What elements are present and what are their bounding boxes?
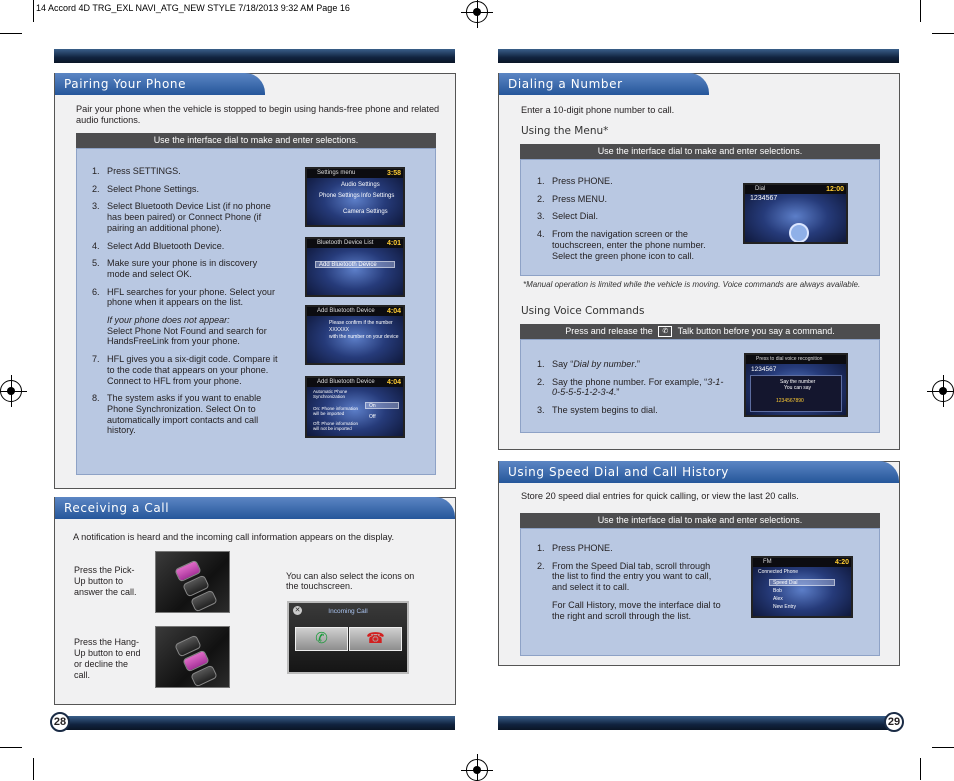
voice-step: 3. The system begins to dial. — [537, 405, 658, 416]
crop-mark — [0, 747, 22, 748]
settings-menu-screen: Settings menu 3:58 Audio Settings Phone Settings Info Settings Camera Settings — [305, 167, 405, 227]
crop-mark — [920, 758, 921, 780]
crop-mark — [932, 747, 954, 748]
voice-steps — [537, 359, 727, 423]
bottom-bar-left — [54, 716, 455, 730]
receiving-title: Receiving a Call — [55, 497, 455, 519]
registration-mark-icon — [466, 1, 488, 23]
dial-screen: Dial 12:00 1234567 — [743, 183, 848, 244]
manual-operation-footnote: *Manual operation is limited while the vehicle is moving. Voice commands are always available. — [523, 280, 861, 289]
hangup-button-photo — [155, 626, 230, 688]
dialing-title: Dialing a Number — [499, 73, 709, 95]
dialing-instruction-strip: Use the interface dial to make and enter selections. — [520, 144, 880, 159]
speed-dial-panel — [498, 461, 900, 666]
dialing-step: 2. Press MENU. — [537, 193, 608, 204]
speed-dial-intro: Store 20 speed dial entries for quick calling, or view the last 20 calls. — [521, 491, 799, 501]
phone-sync-screen: Add Bluetooth Device 4:04 Automatic Phone Synchronization On: Phone information will be imported Off: Phone information will not be imported On Off — [305, 376, 405, 438]
touchscreen-note: You can also select the icons on the touchscreen. — [286, 571, 415, 591]
voice-instruction-strip: Press and release the ✆ Talk button before you say a command. — [520, 324, 880, 339]
voice-step: 1. Say “Dial by number.” — [537, 359, 640, 369]
pairing-step: 2. Select Phone Settings. — [92, 183, 200, 194]
hangup-instruction: Press the Hang-Up button to end or decline the call. — [74, 637, 141, 680]
speed-dial-title: Using Speed Dial and Call History — [499, 461, 899, 483]
call-history-note: For Call History, move the interface dial to the right and scroll through the list. — [552, 599, 721, 621]
speed-dial-screen: FM 4:20 Connected Phone Speed Dial Bob Alex New Entry — [751, 556, 853, 618]
dialing-panel — [498, 73, 900, 450]
bluetooth-device-list-screen: Bluetooth Device List 4:01 Add Bluetooth Device — [305, 237, 405, 297]
registration-mark-icon — [932, 380, 954, 402]
crop-mark — [932, 33, 954, 34]
receiving-panel — [54, 497, 456, 705]
bottom-bar-right — [498, 716, 899, 730]
crop-mark — [33, 758, 34, 780]
pairing-instruction-strip: Use the interface dial to make and enter selections. — [76, 133, 436, 148]
pairing-step: 7. HFL gives you a six-digit code. Compare it to the code that appears on your phone. Connect to HFL from your phone. — [92, 354, 278, 386]
close-icon[interactable]: ✕ — [294, 607, 301, 614]
phone-not-found-note: If your phone does not appear: Select Phone Not Found and search for HandsFreeLink from your phone. — [107, 315, 267, 347]
pairing-intro: Pair your phone when the vehicle is stopped to begin using hands-free phone and related audio functions. — [76, 104, 440, 125]
page-number-right: 29 — [884, 712, 904, 732]
pairing-step: 8. The system asks if you want to enable Phone Synchronization. Select On to automatically import contacts and call history. — [92, 393, 262, 436]
dialing-intro: Enter a 10-digit phone number to call. — [521, 105, 675, 115]
top-bar-right — [498, 49, 899, 63]
voice-commands-subhead: Using Voice Commands — [521, 305, 645, 317]
dial-knob-icon — [789, 223, 809, 243]
pairing-panel — [54, 73, 456, 489]
confirm-code-screen: Add Bluetooth Device 4:04 Please confirm if the number XXXXXX with the number on your device — [305, 305, 405, 365]
decline-call-button[interactable]: ☎ — [349, 627, 402, 651]
speed-dial-step: 1. Press PHONE. — [537, 543, 613, 553]
speed-dial-step: 2. From the Speed Dial tab, scroll through the list to find the entry you want to call, and select it to call. For Call History, move the interface dial to the right and scroll through the list. — [537, 560, 721, 621]
speed-dial-steps — [537, 543, 722, 628]
top-bar-left — [54, 49, 455, 63]
dialing-step: 1. Press PHONE. — [537, 176, 613, 186]
pairing-step: 1. Press SETTINGS. — [92, 166, 181, 176]
dialing-step: 3. Select Dial. — [537, 211, 598, 222]
crop-mark — [920, 0, 921, 22]
registration-mark-icon — [466, 759, 488, 781]
page-number-left: 28 — [50, 712, 70, 732]
incoming-call-title: Incoming Call — [328, 608, 368, 615]
pickup-instruction: Press the Pick-Up button to answer the call. — [74, 565, 137, 597]
answer-call-button[interactable]: ✆ — [295, 627, 348, 651]
receiving-intro: A notification is heard and the incoming call information appears on the display. — [73, 532, 395, 542]
printer-slug: 14 Accord 4D TRG_EXL NAVI_ATG_NEW STYLE 7/18/2013 9:32 AM Page 16 — [36, 3, 350, 13]
talk-button-icon: ✆ — [658, 326, 672, 337]
dialed-number: 1234567 — [750, 195, 778, 202]
crop-mark — [33, 0, 34, 22]
using-menu-subhead: Using the Menu* — [521, 125, 609, 137]
voice-step: 2. Say the phone number. For example, “3-1-0-5-5-5-1-2-3-4.” — [537, 376, 724, 398]
pairing-step: 5. Make sure your phone is in discovery mode and select OK. — [92, 258, 258, 279]
pairing-title: Pairing Your Phone — [55, 73, 265, 95]
voice-dial-screen: Press to dial voice recognition 1234567 Say the number You can say 1234567890 — [744, 353, 848, 417]
pairing-steps — [92, 166, 278, 443]
pairing-step: 6. HFL searches for your phone. Select your phone when it appears on the list. If your phone does not appear: Select Phone Not Found and search for HandsFreeLink from your phone. — [92, 287, 278, 348]
incoming-call-screen — [287, 601, 409, 674]
registration-mark-icon — [0, 380, 22, 402]
pickup-button-photo — [155, 551, 230, 613]
pairing-step: 4. Select Add Bluetooth Device. — [92, 240, 225, 251]
pairing-step: 3. Select Bluetooth Device List (if no phone has been paired) or Connect Phone (if pairing an additional phone). — [92, 201, 271, 233]
crop-mark — [0, 33, 22, 34]
dialing-menu-steps — [537, 176, 727, 268]
speed-dial-instruction-strip: Use the interface dial to make and enter selections. — [520, 513, 880, 528]
dialing-step: 4. From the navigation screen or the touchscreen, enter the phone number. Select the green phone icon to call. — [537, 229, 706, 261]
